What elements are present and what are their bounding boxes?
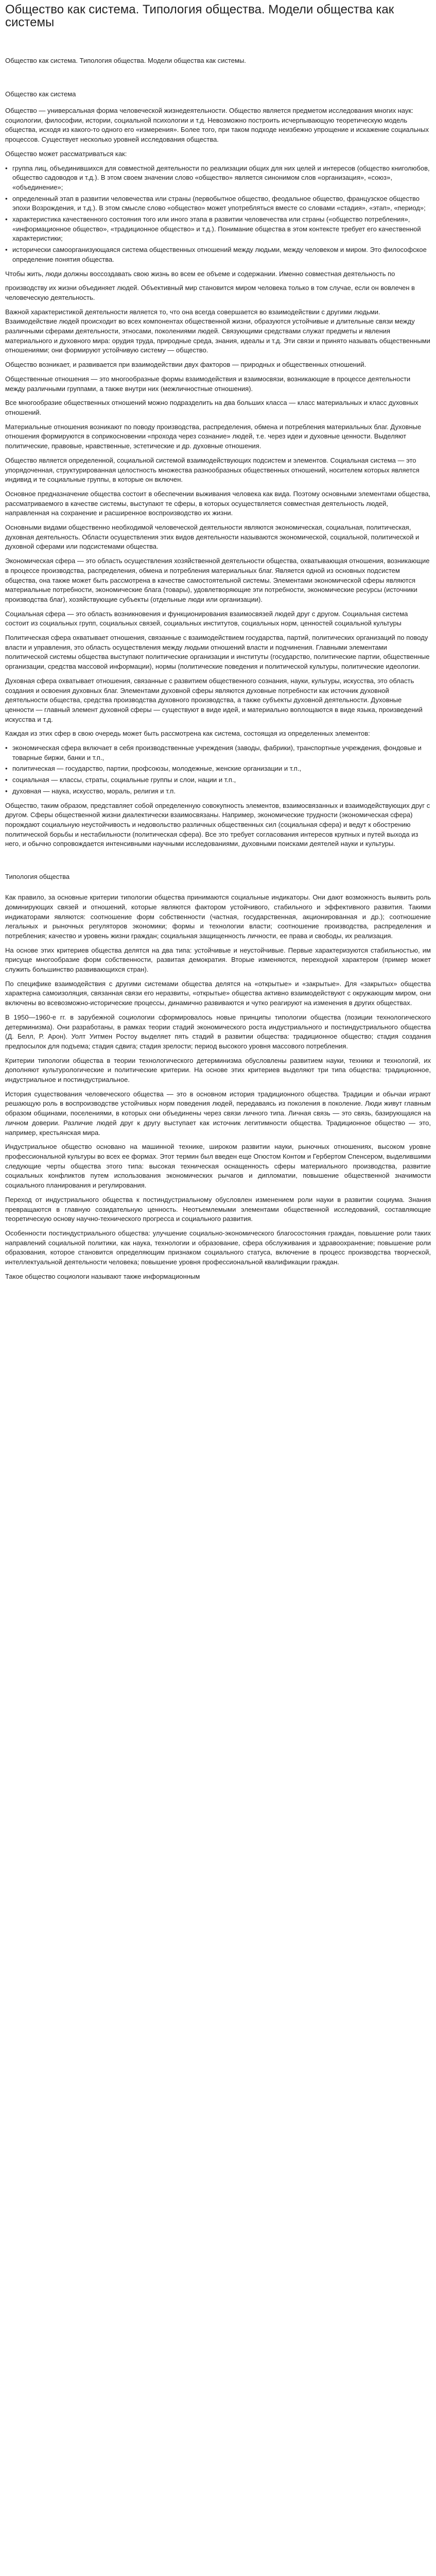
paragraph: Экономическая сфера — это область осуществления хозяйственной деятельности общества, охватывающая отношения, возникающие в процессе производства, распределения, обмена и потребления материальных благ. Является одной из основных подсистем общества, она также может быть рассмотрена в качестве самостоятельной системы. Элементами экономической сферы являются материальные потребности, экономические блага (товары), удовлетворяющие эти потребности, экономические ресурсы (источники производства благ), хозяйствующие субъекты (отдельные люди или организации). [5, 557, 430, 603]
paragraph: Важной характеристикой деятельности является то, что она всегда совершается во взаимодействии с другими людьми. Взаимодействие людей происходит во всех компонентах общественной жизни, образуются устойчивые и длительные связи между различными сферами деятельности, этносами, поколениями людей. Связующими средствами служат предметы и явления материального и духовного мира: орудия труда, природные среда, знания, идеалы и т.д. Эти связи и принято называть общественными отношениями; они формируют устойчивую систему — общество. [5, 308, 430, 354]
page-subtitle: Общество как система. Типология общества. Модели общества как системы. [5, 57, 246, 64]
section-heading: Общество как система [5, 90, 76, 98]
paragraph: Переход от индустриального общества к постиндустриальному обусловлен изменением роли науки в развитии социума. Знания превращаются в главную созидательную ценность. Неотъемлемыми элементами общественной исследований, составляющие теоретическую основу научно-технического прогресса и социального развития. [5, 1195, 431, 1223]
paragraph: производству их жизни объединяет людей. Объективный мир становится миром человека только в том случае, если он вовлечен в человеческую деятельность. [5, 284, 415, 301]
list-item: • социальная — классы, страты, социальные группы и слои, нации и т.п., [5, 775, 431, 785]
paragraph: Духовная сфера охватывает отношения, связанные с развитием общественного сознания, науки, культуры, искусства, это область создания и освоения духовных благ. Элементами духовной сферы являются духовные потребности как источник духовной деятельности общества, средства производства духовного производства, а также субъекты духовной деятельности. Духовные ценности — главный элемент духовной сферы — существуют в виде идей, и материально воплощаются в виде языка, произведений искусства и т.д. [5, 676, 423, 723]
page-title: Общество как система. Типология общества. Модели общества как системы [5, 3, 394, 29]
paragraph: Основными видами общественно необходимой человеческой деятельности являются экономическая, социальная, политическая, духовная деятельность. Области осуществления этих видов деятельности называются экономической, социальной, политической и духовной сферами или подсистемами общества. [5, 523, 420, 551]
paragraph: Как правило, за основные критерии типологии общества принимаются социальные индикаторы. Они дают возможность выявить роль доминирующих связей и отношений, которые являются фактором устойчивого, стабильного и эффективного развития. Такими индикаторами являются: соотношение форм собственности (частная, государственная, акционированная и др.); соотношение легальных и рыночных регуляторов экономики; формы и технологии власти; соотношение производства, распределения и потребления; качество и уровень жизни граждан; социальная защищенность личности, ее права и свободы, их реализация. [5, 893, 431, 940]
section-body [5, 893, 431, 1281]
paragraph: Особенности постиндустриального общества: улучшение социально-экономического благосостояния граждан, повышение роли таких направлений социальной политики, как наука, технологии и образование, сфера обслуживания и здравоохранение; повышение роли образования, которое становится определяющим признаком социального статуса, включение в процесс производства творческой, интеллектуальной деятельности человека; повышение уровня профессиональной квалификации граждан. [5, 1229, 431, 1266]
paragraph: Критерии типологии общества в теории технологического детерминизма обусловлены развитием науки, техники и технологий, их дополняют культурологические и политические критерии. На основе этих критериев выделяют три типа общества: традиционное, индустриальное и постиндустриальное. [5, 1056, 431, 1084]
paragraph: Общество является определенной, социальной системой взаимодействующих подсистем и элементов. Социальная система — это упорядоченная, структурированная целостность множества разнообразных общественных отношений, носителем которых является индивид и те социальные группы, в которые он включен. [5, 456, 420, 484]
paragraph: Все многообразие общественных отношений можно подразделить на два больших класса — класс материальных и класс духовных отношений. [5, 399, 418, 416]
paragraph: По специфике взаимодействия с другими системами общества делятся на «открытые» и «закрытые». Для «закрытых» общества характерна самоизоляция, связанная связи его неразвиты, «открытые» общества активно взаимодействуют с окружающим миром, они включены во всевозможно-исторические процессы, динамично развиваются и чутко реагируют на изменения в других обществах. [5, 979, 431, 1007]
list-item: • определенный этап в развитии человечества или страны (первобытное общество, феодальное общество, французское общество эпохи Возрождения, и т.д.). В этом смысле слово «общество» может употребляться вместе со словами «стадия», «этап», «период»; [5, 194, 431, 213]
paragraph: Чтобы жить, люди должны воссоздавать свою жизнь во всем ее объеме и содержании. Именно совместная деятельность по [5, 269, 395, 278]
paragraph: Политическая сфера охватывает отношения, связанные с взаимодействием государства, партий, политических организаций по поводу власти и управления, это область осуществления между людьми отношений власти и подчинения. Главными элементами политической системы общества выступают политические организации и институты (государство, политические партии, общественные организации, средства массовой информации), нормы (политические поведения и политической культуры, политические идеологии. [5, 634, 430, 671]
section-body [5, 106, 431, 849]
paragraph: Каждая из этих сфер в свою очередь может быть рассмотрена как система, состоящая из определенных элементов: [5, 730, 370, 738]
paragraph: Общество возникает, и развивается при взаимодействии двух факторов — природных и общественных отношений. [5, 361, 367, 369]
paragraph: Общество может рассматриваться как: [5, 149, 127, 158]
list-item: • политическая — государство, партии, профсоюзы, молодежные, женские организации и т.п., [5, 764, 431, 774]
paragraph: На основе этих критериев общества делятся на два типа: устойчивые и неустойчивые. Первые характеризуются стабильностью, им присуще многообразие форм собственности, развитая демократия. Вторые изменяются, переходной характером (пример может служить большинство развивающихся стран). [5, 946, 431, 974]
list-item: • характеристика качественного состояния того или иного этапа в развитии человечества или страны («общество потребления», «информационное общество», «традиционное общество» и т.д.). Понимание общества в этом контексте требует его качественной характеристики; [5, 215, 431, 244]
section-society-as-system [5, 89, 431, 849]
paragraph: Материальные отношения возникают по поводу производства, распределения, обмена и потребления материальных благ. Духовные отношения формируются в соприкосновении «прохода через сознание» людей, т.е. через идеи и духовные ценности. Выделяют политические, правовые, нравственные, эстетические и др. духовные отношения. [5, 422, 422, 450]
list-item: • группа лиц, объединившихся для совместной деятельности по реализации общих для них целей и интересов (общество книголюбов, общество садоводов и т.д.). В этом своем значении слово «общество» является синонимом слов «организация», «союз», «объединение»; [5, 164, 431, 193]
paragraph: Основное предназначение общества состоит в обеспечении выживания человека как вида. Поэтому основными элементами общества, рассматриваемого в качестве системы, выступают те сферы, в которых осуществляется совместная деятельность людей, направленная на сохранение и расширенное воспроизводство их жизни. [5, 489, 431, 517]
paragraph: Общество — универсальная форма человеческой жизнедеятельности. Общество является предметом исследования многих наук: социологии, философии, истории, социальной психологии и т.д. Невозможно построить исчерпывающую теоретическую модель общества, исходя из какого-то одного его «измерения». Более того, при таком подходе неизбежно упрощение и искажение социальных процессов. Существует несколько уровней исследования общества. [5, 107, 429, 144]
paragraph: Социальная сфера — это область возникновения и функционирования взаимосвязей людей друг с другом. Социальная система состоит из социальных групп, социальных связей, социальных институтов, социальных норм, ценностей социальной культуры [5, 609, 408, 628]
paragraph: Общество, таким образом, представляет собой определенную совокупность элементов, взаимосвязанных и взаимодействующих друг с другом. Сферы общественной жизни диалектически взаимосвязаны. Например, экономические трудности (экономическая сфера) порождают социальную неустойчивость и недовольство различных общественных сил (социальная сфера) и ведут к обострению политической борьбы и нестабильности (политическая сфера). Все это требует согласования интересов крупных и путей выхода из него, и обычно сопровождается интенсивными научными исследованиями, духовными поисками деятелей науки и культуры. [5, 801, 430, 848]
section-typology [5, 872, 431, 1281]
paragraph: В 1950—1960-е гг. в зарубежной социологии сформировалось новые принципы типологии общества (позиции технологического детерминизма). Они разработаны, в рамках теории стадий экономического роста индустриального и постиндустриального общества (Д. Белл, Р. Арон). Уолт Уитмен Ростоу выделяет пять стадий в развитии общества: традиционное общество; стадия создания предпосылок для подъема; стадия сдвига; стадия зрелости; период высокого уровня массового потребления. [5, 1013, 431, 1050]
paragraph: История существования человеческого общества — это в основном история традиционного общества. Традиции и обычаи играют решающую роль в воспроизводстве устойчивых норм поведения людей, передаваясь из поколения в поколение. Люди живут главным образом общинами, поселениями, в которых они объединены через связи личного типа. Личная связь — это связь, базирующаяся на личном доверии. Различие людей друг к другу выступает как источник легитимности общества. Традиционное общество — это, например, крестьянская мира. [5, 1090, 431, 1137]
list-item: • исторически самоорганизующаяся система общественных отношений между людьми, между человеком и миром. Это философское определение понятия общества. [5, 245, 431, 264]
paragraph: Общественные отношения — это многообразные формы взаимодействия и взаимосвязи, возникающие в процессе деятельности между различными группами, а также внутри них (межличностные отношения). [5, 375, 411, 393]
paragraph: Индустриальное общество основано на машинной технике, широком развитии науки, рыночных отношениях, высоком уровне профессиональной культуры во всех ее формах. Этот термин был введен еще Огюстом Контом и Гербертом Спенсером, выделившими следующие черты общества этого типа: высокая техническая оснащенность сферы материального производства, развитие социальных конфликтов путем использования экономических рычагов и дипломатии, повышение общественной значимости социального планирования и регулирования. [5, 1143, 431, 1190]
paragraph: Такое общество социологи называют также информационным [5, 1272, 200, 1280]
list-item: • экономическая сфера включает в себя производственные учреждения (заводы, фабрики), транспортные учреждения, фондовые и товарные биржи, банки и т.п., [5, 743, 431, 762]
bullet-list [5, 164, 431, 265]
section-heading: Типология общества [5, 873, 70, 881]
list-item: • духовная — наука, искусство, мораль, религия и т.п. [5, 787, 431, 796]
bullet-list [5, 743, 431, 796]
